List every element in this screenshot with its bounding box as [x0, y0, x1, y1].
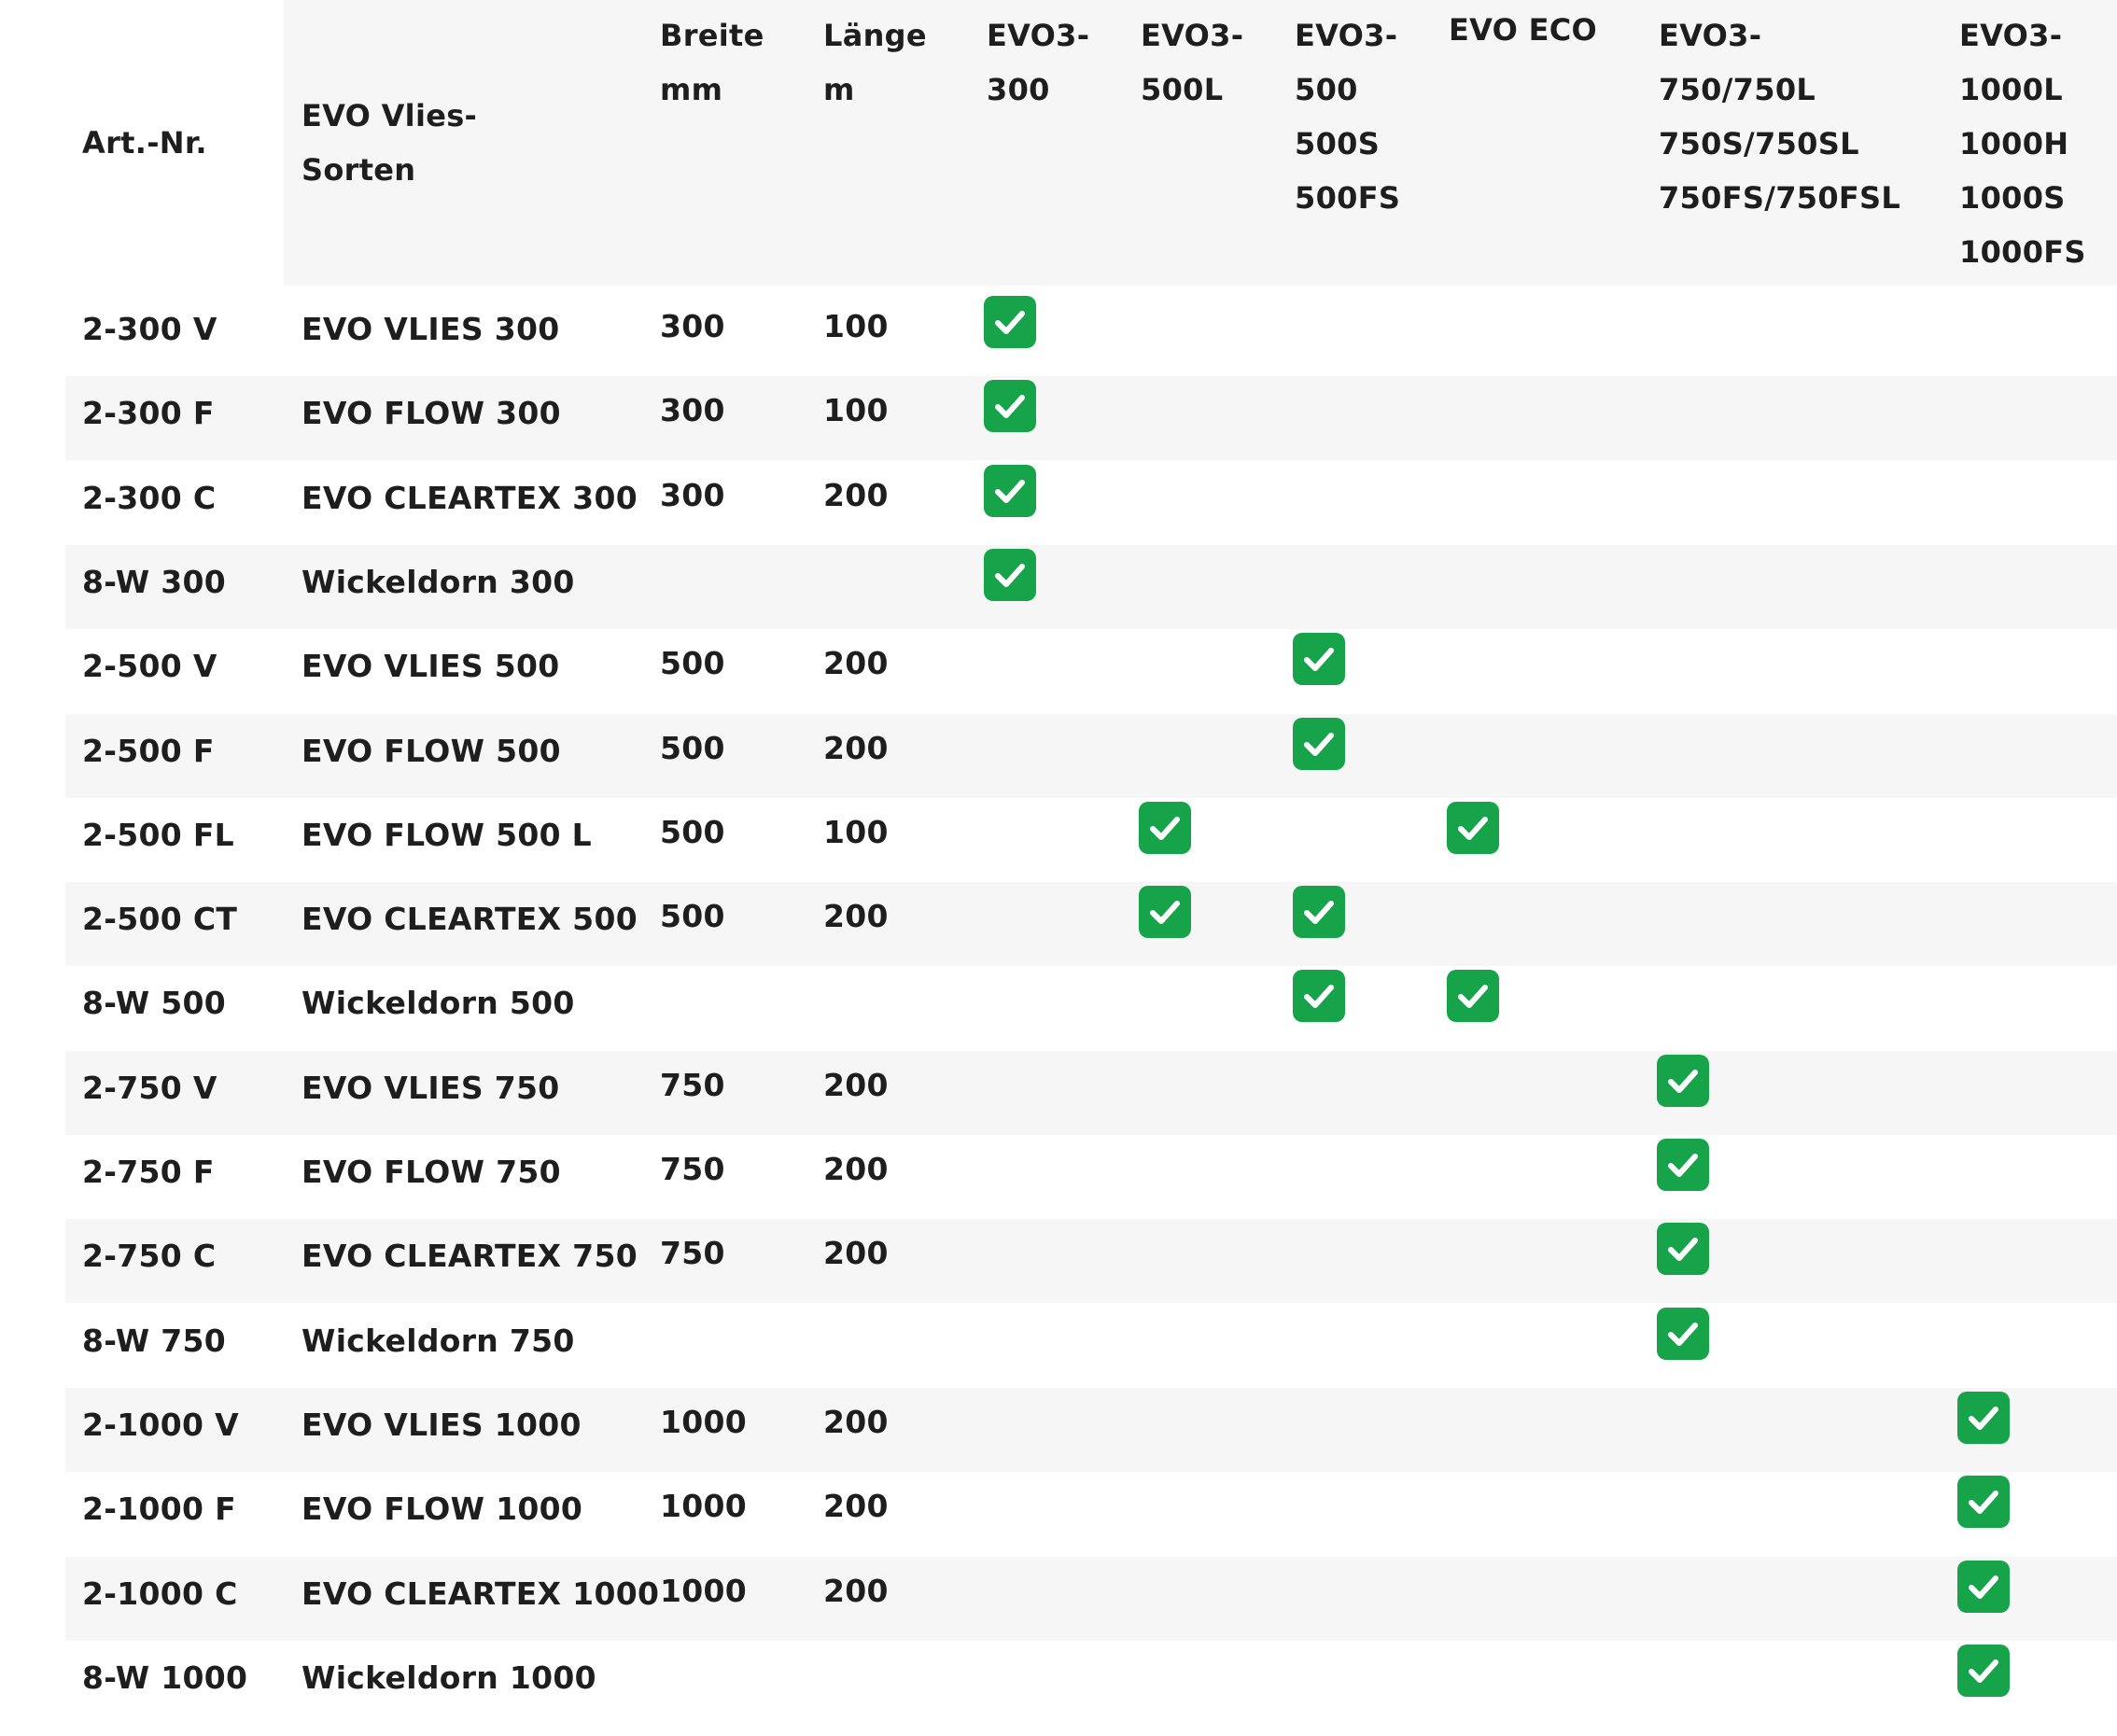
cell-breite: 500 — [660, 898, 725, 935]
cell-sorte: EVO FLOW 300 — [301, 395, 561, 432]
cell-sorte: EVO FLOW 500 — [301, 732, 561, 769]
cell-breite: 750 — [660, 1235, 725, 1272]
check-square-icon — [984, 296, 1036, 348]
cell-breite: 300 — [660, 308, 725, 344]
cell-sorte: EVO VLIES 500 — [301, 648, 560, 685]
cell-sorte: EVO FLOW 500 L — [301, 816, 592, 853]
cell-laenge: 200 — [823, 1066, 889, 1103]
cell-laenge: 200 — [823, 645, 889, 682]
cell-sorte: EVO VLIES 1000 — [301, 1406, 582, 1443]
check-square-icon — [1139, 802, 1191, 854]
check-square-icon — [1957, 1561, 2010, 1613]
check-square-icon — [984, 380, 1036, 432]
cell-art-nr: 2-750 C — [82, 1238, 217, 1275]
cell-art-nr: 2-500 CT — [82, 901, 238, 938]
cell-sorte: EVO FLOW 750 — [301, 1154, 561, 1190]
cell-laenge: 100 — [823, 392, 889, 429]
cell-laenge: 200 — [823, 1403, 889, 1440]
cell-breite: 300 — [660, 476, 725, 513]
cell-art-nr: 2-500 F — [82, 732, 215, 769]
cell-laenge: 200 — [823, 729, 889, 766]
cell-sorte: Wickeldorn 750 — [301, 1322, 575, 1359]
cell-art-nr: 2-500 V — [82, 648, 217, 685]
check-square-icon — [984, 465, 1036, 517]
cell-laenge: 200 — [823, 898, 889, 935]
cell-laenge: 100 — [823, 813, 889, 850]
cell-sorte: EVO CLEARTEX 750 — [301, 1238, 638, 1275]
cell-breite: 300 — [660, 392, 725, 429]
header-sorten: EVO Vlies- Sorten — [301, 98, 478, 188]
check-square-icon — [1957, 1392, 2010, 1444]
cell-art-nr: 8-W 300 — [82, 563, 227, 600]
cell-art-nr: 2-500 FL — [82, 816, 235, 853]
cell-sorte: Wickeldorn 1000 — [301, 1659, 596, 1696]
cell-sorte: EVO CLEARTEX 300 — [301, 479, 638, 516]
check-square-icon — [1657, 1223, 1709, 1275]
cell-laenge: 200 — [823, 1151, 889, 1187]
header-evo3-1000: EVO3- 1000L 1000H 1000S 1000FS — [1959, 18, 2086, 270]
check-square-icon — [1293, 718, 1345, 770]
cell-laenge: 100 — [823, 308, 889, 344]
cell-laenge: 200 — [823, 1488, 889, 1525]
header-art-nr: Art.-Nr. — [82, 125, 207, 161]
cell-breite: 750 — [660, 1151, 725, 1187]
cell-breite: 500 — [660, 813, 725, 850]
cell-art-nr: 2-1000 F — [82, 1491, 236, 1528]
check-square-icon — [1293, 886, 1345, 938]
check-square-icon — [1293, 970, 1345, 1022]
cell-sorte: EVO VLIES 300 — [301, 311, 560, 347]
header-evo-eco: EVO ECO — [1449, 12, 1598, 48]
cell-art-nr: 8-W 1000 — [82, 1659, 248, 1696]
cell-sorte: EVO VLIES 750 — [301, 1069, 560, 1106]
check-square-icon — [984, 549, 1036, 601]
cell-sorte: Wickeldorn 300 — [301, 563, 575, 600]
header-evo3-750: EVO3- 750/750L 750S/750SL 750FS/750FSL — [1659, 18, 1901, 216]
cell-art-nr: 2-300 V — [82, 311, 217, 347]
cell-breite: 1000 — [660, 1488, 748, 1525]
check-square-icon — [1447, 802, 1499, 854]
cell-art-nr: 2-750 F — [82, 1154, 215, 1190]
cell-laenge: 200 — [823, 1235, 889, 1272]
cell-art-nr: 2-1000 V — [82, 1406, 239, 1443]
cell-art-nr: 2-300 C — [82, 479, 217, 516]
cell-sorte: Wickeldorn 500 — [301, 985, 575, 1022]
check-square-icon — [1293, 633, 1345, 685]
cell-laenge: 200 — [823, 1572, 889, 1609]
cell-breite: 1000 — [660, 1572, 748, 1609]
cell-laenge: 200 — [823, 476, 889, 513]
cell-breite: 500 — [660, 729, 725, 766]
header-breite: Breite mm — [660, 18, 764, 107]
cell-art-nr: 2-300 F — [82, 395, 215, 432]
cell-sorte: EVO CLEARTEX 1000 — [301, 1575, 660, 1612]
cell-art-nr: 2-750 V — [82, 1069, 217, 1106]
check-square-icon — [1657, 1055, 1709, 1107]
header-evo3-500l: EVO3- 500L — [1141, 18, 1244, 107]
header-evo3-300: EVO3- 300 — [987, 18, 1090, 107]
check-square-icon — [1957, 1645, 2010, 1697]
cell-breite: 750 — [660, 1066, 725, 1103]
cell-art-nr: 2-1000 C — [82, 1575, 238, 1612]
check-square-icon — [1139, 886, 1191, 938]
cell-sorte: EVO CLEARTEX 500 — [301, 901, 638, 938]
cell-art-nr: 8-W 500 — [82, 985, 227, 1022]
cell-breite: 500 — [660, 645, 725, 682]
header-laenge: Länge m — [823, 18, 927, 107]
cell-sorte: EVO FLOW 1000 — [301, 1491, 583, 1528]
cell-breite: 1000 — [660, 1403, 748, 1440]
check-square-icon — [1657, 1308, 1709, 1360]
check-square-icon — [1657, 1139, 1709, 1191]
cell-art-nr: 8-W 750 — [82, 1322, 227, 1359]
header-evo3-500: EVO3- 500 500S 500FS — [1295, 18, 1401, 216]
check-square-icon — [1447, 970, 1499, 1022]
check-square-icon — [1957, 1476, 2010, 1528]
